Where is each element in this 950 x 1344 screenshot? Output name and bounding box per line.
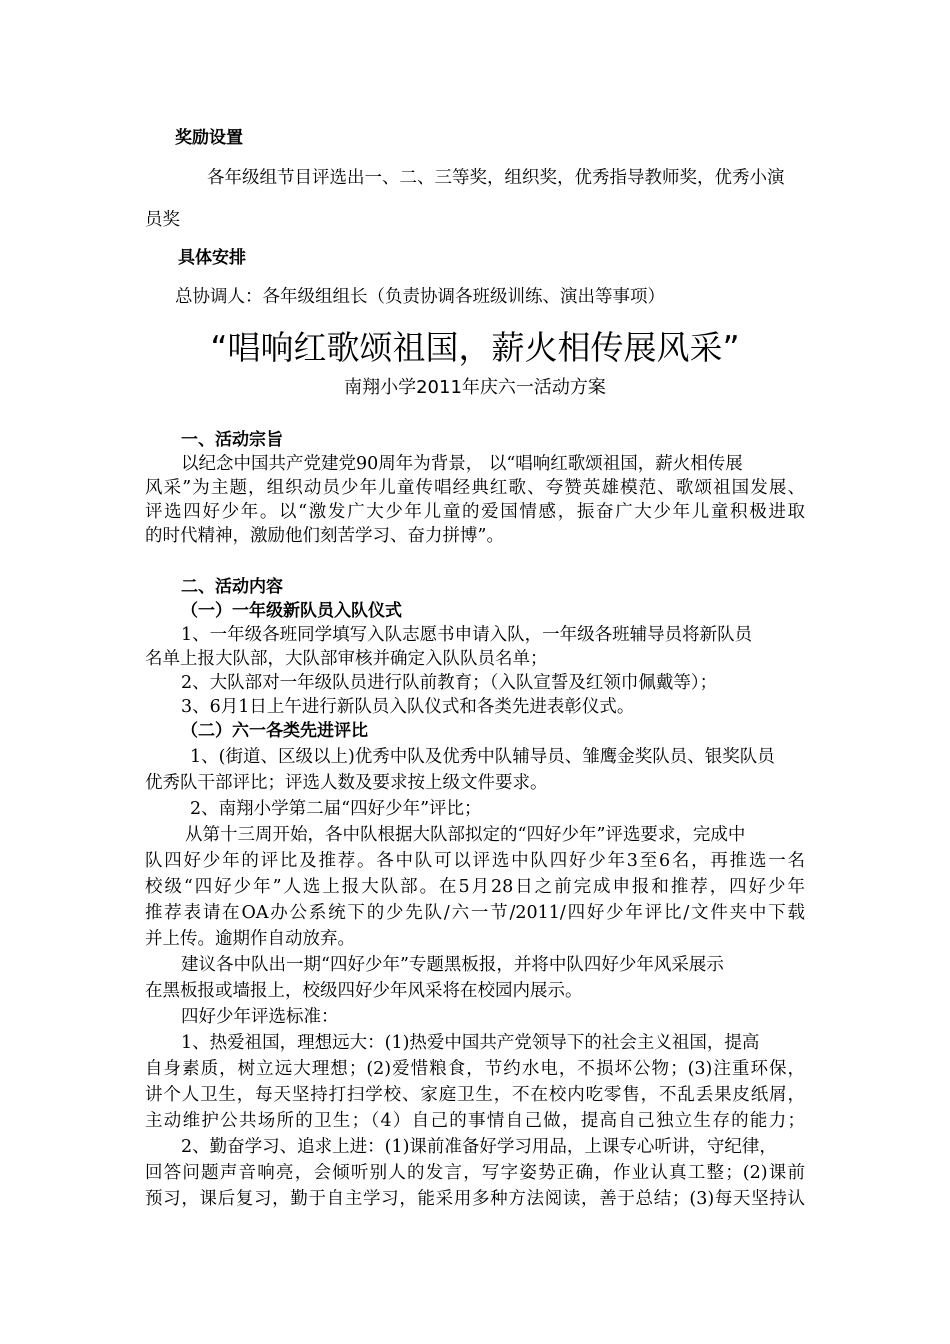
paragraph-line: 以纪念中国共产党建党90周年为背景， 以“唱响红歌颂祖国，薪火相传展 [181, 454, 743, 474]
paragraph-line: 风采”为主题，组织动员少年儿童传唱经典红歌、夸赞英雄模范、歌颂祖国发展、 [145, 478, 805, 498]
paragraph-line: 1、一年级各班同学填写入队志愿书申请入队，一年级各班辅导员将新队员 [181, 625, 753, 645]
paragraph-line: 四好少年评选标准： [181, 1007, 339, 1027]
paragraph-line: 回答问题声音响亮，会倾听别人的发言，写字姿势正确，作业认真工整；(2)课前 [145, 1163, 805, 1183]
section1-heading: 一、活动宗旨 [181, 430, 283, 450]
paragraph-line: 并上传。逾期作自动放弃。 [145, 929, 355, 949]
paragraph-line: 建议各中队出一期“四好少年”专题黑板报，并将中队四好少年风采展示 [181, 955, 724, 975]
reward-text-line: 各年级组节目评选出一、二、三等奖，组织奖，优秀指导教师奖，优秀小演 [207, 168, 785, 188]
paragraph-line: 从第十三周开始，各中队根据大队部拟定的“四好少年”评选要求，完成中 [185, 825, 746, 845]
document-subtitle: 南翔小学2011年庆六一活动方案 [344, 377, 606, 398]
document-title: “唱响红歌颂祖国，薪火相传展风采” [210, 328, 740, 367]
subsection1-heading: （一）一年级新队员入队仪式 [181, 601, 402, 621]
paragraph-line: 1、热爱祖国，理想远大：(1)热爱中国共产党领导下的社会主义祖国，提高 [181, 1033, 760, 1053]
paragraph-line: 队四好少年的评比及推荐。各中队可以评选中队四好少年3至6名，再推选一名 [145, 851, 805, 871]
paragraph-line: 在黑板报或墙报上，校级四好少年风采将在校园内展示。 [145, 981, 583, 1001]
reward-text-line: 员奖 [145, 210, 180, 230]
section2-heading: 二、活动内容 [181, 577, 283, 597]
paragraph-line: 校级“四好少年”人选上报大队部。在5月28日之前完成申报和推荐，四好少年 [145, 877, 805, 897]
paragraph-line: 1、(街道、区级以上)优秀中队及优秀中队辅导员、雏鹰金奖队员、银奖队员 [190, 747, 775, 767]
paragraph-line: 讲个人卫生，每天坚持打扫学校、家庭卫生，不在校内吃零售，不乱丢果皮纸屑， [145, 1085, 805, 1105]
paragraph-line: 优秀队干部评比；评选人数及要求按上级文件要求。 [145, 773, 548, 793]
paragraph-line: 主动维护公共场所的卫生；（4）自己的事情自己做，提高自己独立生存的能力； [145, 1111, 805, 1131]
paragraph-line: 名单上报大队部，大队部审核并确定入队队员名单； [145, 649, 548, 669]
paragraph-line: 预习，课后复习，勤于自主学习，能采用多种方法阅读，善于总结；(3)每天坚持认 [145, 1189, 805, 1209]
paragraph-line: 评选四好少年。以“激发广大少年儿童的爱国情感，振奋广大少年儿童积极进取 [145, 502, 805, 522]
heading-arrangement: 具体安排 [178, 248, 246, 268]
heading-reward-settings: 奖励设置 [175, 128, 243, 148]
paragraph-line: 2、南翔小学第二届“四好少年”评比； [190, 799, 482, 819]
subsection2-heading: （二）六一各类先进评比 [181, 721, 368, 741]
paragraph-line: 的时代精神，激励他们刻苦学习、奋力拼博”。 [145, 526, 504, 546]
paragraph-line: 推荐表请在OA办公系统下的少先队/六一节/2011/四好少年评比/文件夹中下载 [145, 903, 805, 923]
coordinator-line: 总协调人：各年级组组长（负责协调各班级训练、演出等事项） [175, 287, 665, 307]
paragraph-line: 2、大队部对一年级队员进行队前教育；（入队宣誓及红领巾佩戴等）； [181, 673, 718, 693]
paragraph-line: 2、勤奋学习、追求上进：(1)课前准备好学习用品，上课专心听讲，守纪律， [181, 1137, 777, 1157]
paragraph-line: 自身素质，树立远大理想；(2)爱惜粮食，节约水电，不损坏公物；(3)注重环保， [145, 1059, 805, 1079]
paragraph-line: 3、6月1日上午进行新队员入队仪式和各类先进表彰仪式。 [181, 697, 635, 717]
